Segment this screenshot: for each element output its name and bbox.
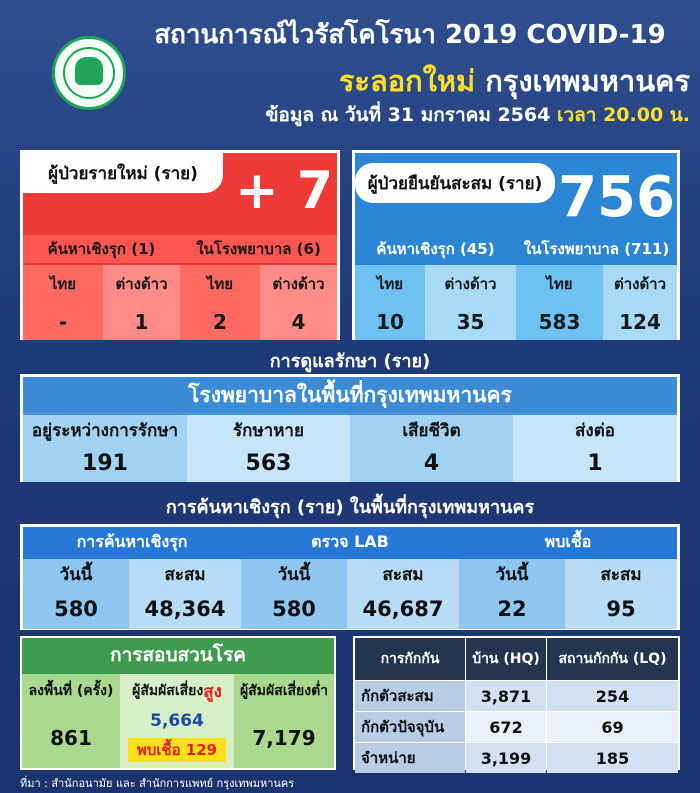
care-recovered-value: 563 <box>187 445 350 482</box>
quarantine-row-label: กักตัวปัจจุบัน <box>355 712 465 742</box>
search-lab-today-label: วันนี้ <box>241 559 347 589</box>
care-panel <box>20 374 680 482</box>
search-found-today-label: วันนี้ <box>459 559 565 589</box>
care-section-title: การดูแลรักษา (ราย) <box>269 351 431 372</box>
search-active-today-value: 580 <box>23 589 129 629</box>
new-cases-panel <box>20 150 340 340</box>
quarantine-row-lq: 69 <box>547 712 678 742</box>
new-active-foreign-label: ต่างด้าว <box>103 265 180 303</box>
search-group-found: พบเชื้อ <box>544 531 592 551</box>
quarantine-row-lq: 254 <box>547 681 678 711</box>
search-lab-today-value: 580 <box>241 589 347 629</box>
search-panel <box>20 524 680 630</box>
search-found-total-value: 95 <box>565 589 677 629</box>
new-active-thai-value: - <box>23 303 103 340</box>
date-text: ข้อมูล ณ วันที่ 31 มกราคม 2564 <box>265 104 551 126</box>
bangkok-seal-icon <box>52 36 126 110</box>
search-lab-total-value: 46,687 <box>347 589 459 629</box>
cum-hosp-foreign-label: ต่างด้าว <box>603 265 677 303</box>
care-died-value: 4 <box>350 445 513 482</box>
quarantine-row-lq: 185 <box>547 743 678 773</box>
investigation-found-badge: พบเชื้อ 129 <box>128 738 226 762</box>
source-footer: ที่มา : สำนักอนามัย และ สำนักการแพทย์ กรุงเทพมหานคร <box>20 777 295 790</box>
search-found-total-label: สะสม <box>565 559 677 589</box>
quarantine-row-hq: 672 <box>466 712 546 742</box>
cum-active-foreign-value: 35 <box>425 303 516 340</box>
new-hosp-thai-value: 2 <box>180 303 260 340</box>
investigation-header: การสอบสวนโรค <box>110 644 246 666</box>
new-hosp-foreign-label: ต่างด้าว <box>260 265 337 303</box>
cumulative-total: 756 <box>558 165 675 230</box>
new-hosp-foreign-value: 4 <box>260 303 337 340</box>
investigation-low-risk-value: 7,179 <box>234 708 334 768</box>
care-transferred-value: 1 <box>513 445 677 482</box>
search-section-title: การค้นหาเชิงรุก (ราย) ในพื้นที่กรุงเทพมหานคร <box>165 497 535 518</box>
new-active-foreign-value: 1 <box>103 303 180 340</box>
quarantine-row-label: กักตัวสะสม <box>355 681 465 711</box>
search-found-today-value: 22 <box>459 589 565 629</box>
cum-active-thai-value: 10 <box>355 303 425 340</box>
investigation-visits-value: 861 <box>22 708 120 768</box>
investigation-visits-label: ลงพื้นที่ (ครั้ง) <box>22 674 120 708</box>
new-hosp-thai-label: ไทย <box>180 265 260 303</box>
elephant-emblem-icon <box>75 57 103 85</box>
quarantine-col-hq: บ้าน (HQ) <box>466 638 546 680</box>
investigation-high-risk-cell <box>120 708 234 768</box>
cumulative-group-hospital: ในโรงพยาบาล (711) <box>523 240 670 258</box>
search-group-lab: ตรวจ LAB <box>311 531 389 551</box>
title-line1: สถานการณ์ไวรัสโคโรนา 2019 COVID-19 <box>154 20 666 50</box>
high-risk-label-text: ผู้สัมผัสเสี่ยง <box>132 683 204 699</box>
cumulative-group-active: ค้นหาเชิงรุก (45) <box>376 240 495 258</box>
investigation-high-risk-value: 5,664 <box>150 711 204 731</box>
investigation-low-risk-label: ผู้สัมผัสเสี่ยงต่ำ <box>234 674 334 708</box>
new-cases-total: + 7 <box>235 161 333 221</box>
cum-hosp-thai-value: 583 <box>516 303 603 340</box>
new-cases-label: ผู้ป่วยรายใหม่ (ราย) <box>23 153 223 193</box>
quarantine-row-hq: 3,199 <box>466 743 546 773</box>
search-lab-total-label: สะสม <box>347 559 459 589</box>
title-bangkok: กรุงเทพมหานคร <box>485 64 690 98</box>
new-active-thai-label: ไทย <box>23 265 103 303</box>
investigation-high-risk-label <box>120 674 234 708</box>
time-text: เวลา 20.00 น. <box>556 104 690 126</box>
search-active-total-value: 48,364 <box>129 589 241 629</box>
investigation-panel <box>20 636 336 770</box>
quarantine-row-label: จำหน่าย <box>355 743 465 773</box>
cumulative-label: ผู้ป่วยยืนยันสะสม (ราย) <box>355 163 555 203</box>
cumulative-panel <box>352 150 680 340</box>
care-treating-value: 191 <box>23 445 187 482</box>
search-active-total-label: สะสม <box>129 559 241 589</box>
quarantine-row-hq: 3,871 <box>466 681 546 711</box>
care-header: โรงพยาบาลในพื้นที่กรุงเทพมหานคร <box>23 377 677 413</box>
high-risk-emphasis: สูง <box>203 681 222 702</box>
title-new-wave: ระลอกใหม่ <box>338 64 476 98</box>
new-cases-group-hospital: ในโรงพยาบาล (6) <box>180 235 337 263</box>
quarantine-table <box>353 636 680 770</box>
search-active-today-label: วันนี้ <box>23 559 129 589</box>
cum-active-foreign-label: ต่างด้าว <box>425 265 516 303</box>
cum-hosp-thai-label: ไทย <box>516 265 603 303</box>
quarantine-col-type: การกักกัน <box>355 638 465 680</box>
new-cases-group-active: ค้นหาเชิงรุก (1) <box>23 235 180 263</box>
search-group-active: การค้นหาเชิงรุก <box>76 531 188 551</box>
date-line <box>200 100 690 130</box>
care-died-label: เสียชีวิต <box>350 415 513 445</box>
cum-active-thai-label: ไทย <box>355 265 425 303</box>
quarantine-col-lq: สถานกักกัน (LQ) <box>547 638 678 680</box>
care-treating-label: อยู่ระหว่างการรักษา <box>23 415 187 445</box>
title-line2 <box>230 58 690 104</box>
care-transferred-label: ส่งต่อ <box>513 415 677 445</box>
care-recovered-label: รักษาหาย <box>187 415 350 445</box>
cum-hosp-foreign-value: 124 <box>603 303 677 340</box>
